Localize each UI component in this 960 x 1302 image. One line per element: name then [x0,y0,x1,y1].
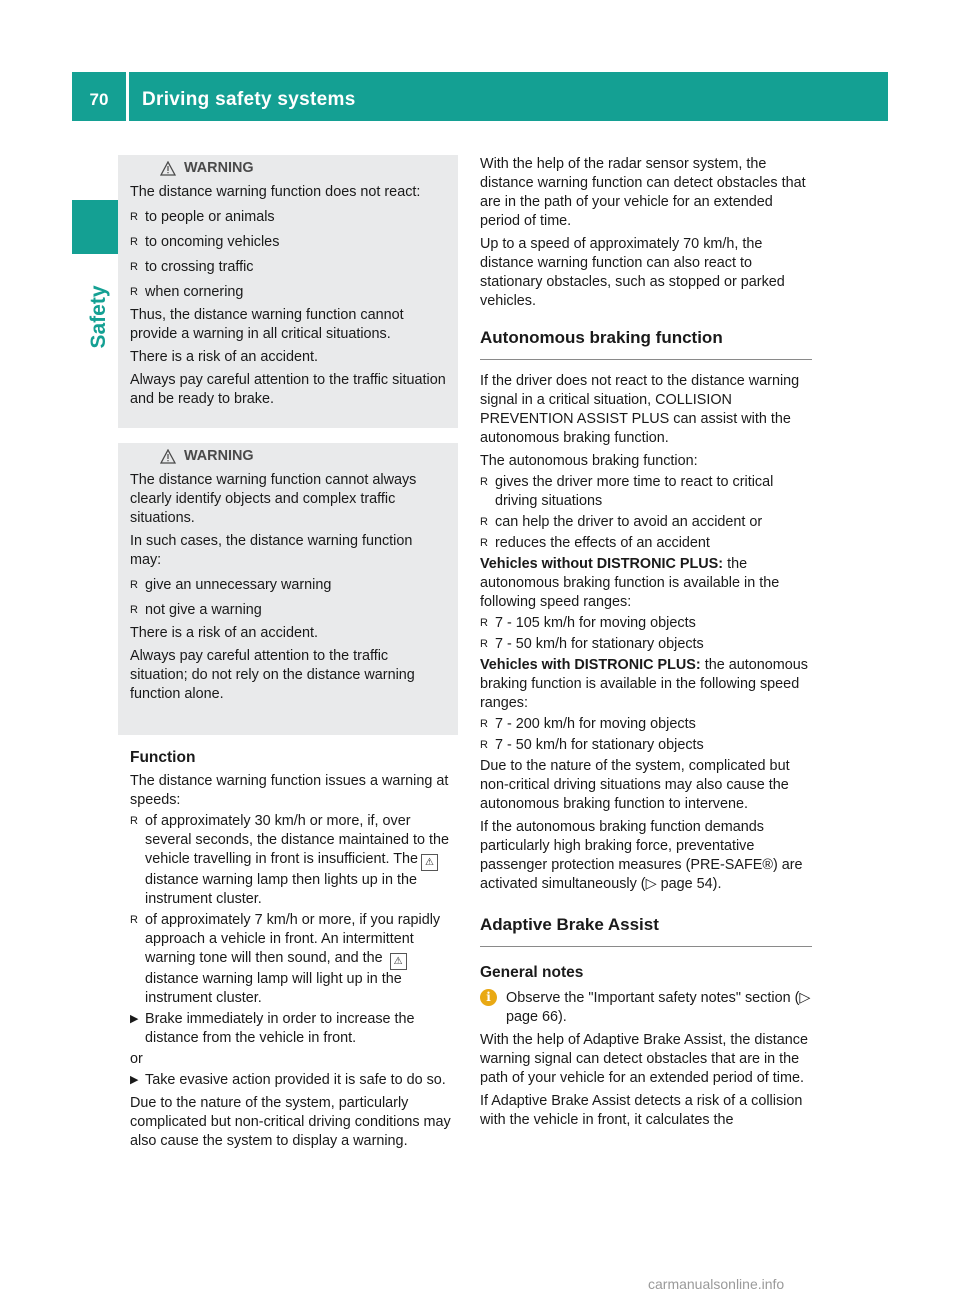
section-title: Driving safety systems [142,89,356,110]
warning-heading: WARNING [160,445,446,467]
paragraph: The distance warning function issues a warning at speeds: [130,773,449,808]
list-item: R reduces the effects of an accident [480,535,710,551]
paragraph: With the help of Adaptive Brake Assist, the distance warning signal can detect obstacles that are in the path of your vehicle for an extended period of time. [480,1032,808,1086]
list-item: R gives the driver more time to react to critical driving situations [480,474,774,509]
paragraph: Vehicles with DISTRONIC PLUS: the autonomous braking function is available in the following speed ranges: [480,657,808,711]
list-item: R to oncoming vehicles [130,234,280,250]
info-icon: i [480,989,497,1006]
list-item: R give an unnecessary warning [130,577,332,593]
list-item: R of approximately 7 km/h or more, if you rapidly approach a vehicle in front. An intermittent warning tone will then sound, and the ⚠distance warning lamp will light up in the instrument cluster. [130,912,441,1006]
list-item: R 7 - 50 km/h for stationary objects [480,636,704,652]
list-item: R 7 - 200 km/h for moving objects [480,716,696,732]
watermark-footer: carmanualsonline.info [648,1276,785,1292]
warning-box-1 [118,155,458,428]
warning-intro: The distance warning function cannot always clearly identify objects and complex traffic situations. [130,472,417,526]
page-number: 70 [89,90,109,109]
paragraph: In such cases, the distance warning function may: [130,533,413,568]
list-item: R 7 - 105 km/h for moving objects [480,615,696,631]
paragraph: If the autonomous braking function demands particularly high braking force, preventative passenger protection measures (PRE-SAFE®) are activated simultaneously (▷ page 54). [480,819,803,892]
info-note: i Observe the "Important safety notes" section (▷ page 66). [480,989,812,1027]
warning-heading: WARNING [160,157,446,179]
sidebar-label: Safety [87,285,110,349]
paragraph: The autonomous braking function: [480,453,698,469]
general-notes-heading: General notes [480,964,584,981]
paragraph: There is a risk of an accident. [130,625,318,641]
paragraph: Due to the nature of the system, particularly complicated but non-critical driving conditions may also cause the system to display a warning. [130,1095,451,1149]
divider [480,359,812,360]
warning-triangle-icon [160,161,176,176]
paragraph: If Adaptive Brake Assist detects a risk of a collision with the vehicle in front, it calculates the [480,1093,803,1128]
action-item: ▶ Brake immediately in order to increase the distance from the vehicle in front. [130,1011,415,1046]
list-item: R 7 - 50 km/h for stationary objects [480,737,704,753]
divider [480,946,812,947]
paragraph: With the help of the radar sensor system, the distance warning function can detect obstacles that are in the path of your vehicle for an extended period of time. [480,156,806,229]
paragraph: Up to a speed of approximately 70 km/h, the distance warning function can also react to stationary obstacles, such as stopped or parked vehicles. [480,236,785,309]
warning-box-2 [118,443,458,735]
warning-triangle-icon [160,449,176,464]
distance-warning-lamp-icon: ⚠ [421,854,438,871]
header-divider [126,72,129,121]
paragraph: or [130,1051,143,1067]
function-heading: Function [130,749,196,766]
list-item: R of approximately 30 km/h or more, if, over several seconds, the distance maintained to the vehicle travelling in front is insufficient. The ⚠distance warning lamp then lights up in the instrument cluster. [130,813,449,907]
paragraph: Vehicles without DISTRONIC PLUS: the autonomous braking function is available in the following speed ranges: [480,556,780,610]
aba-heading: Adaptive Brake Assist [480,915,659,934]
list-item: R when cornering [130,284,244,300]
paragraph: Due to the nature of the system, complicated but non-critical driving situations may also cause the autonomous braking function to intervene. [480,758,790,812]
function-section [130,748,460,1151]
action-item: ▶ Take evasive action provided it is safe to do so. [130,1072,446,1088]
right-column [480,155,812,1130]
abf-heading: Autonomous braking function [480,328,723,347]
paragraph: If the driver does not react to the distance warning signal in a critical situation, COLLISION PREVENTION ASSIST PLUS can assist with the autonomous braking function. [480,373,800,446]
distance-warning-lamp-icon: ⚠ [390,953,407,970]
list-item: R to crossing traffic [130,259,254,275]
paragraph: Thus, the distance warning function cannot provide a warning in all critical situations. [130,307,404,342]
warning-intro: The distance warning function does not react: [130,184,421,200]
paragraph: There is a risk of an accident. [130,349,318,365]
paragraph: Always pay careful attention to the traffic situation; do not rely on the distance warning function alone. [130,648,415,702]
list-item: R can help the driver to avoid an accident or [480,514,763,530]
paragraph: Always pay careful attention to the traffic situation and be ready to brake. [130,372,446,407]
list-item: R not give a warning [130,602,262,618]
list-item: R to people or animals [130,209,275,225]
